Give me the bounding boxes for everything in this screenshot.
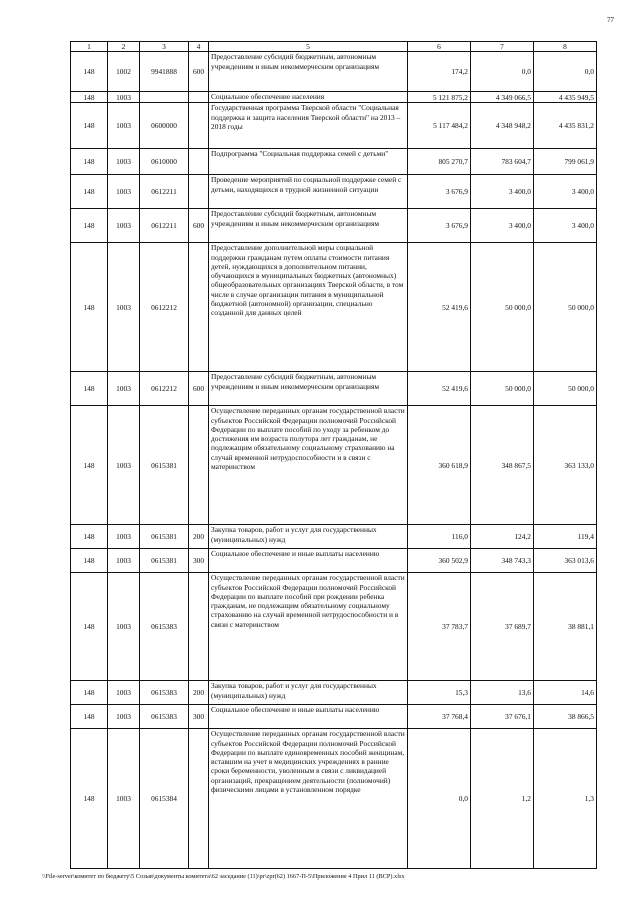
description-cell: Проведение мероприятий по социальной поддержке семей с детьми, находящихся в трудной жизненной ситуации	[209, 175, 408, 209]
column-header: 7	[471, 42, 534, 52]
table-row	[71, 175, 597, 209]
description-cell: Предоставление дополнительной меры социальной поддержки гражданам путем оплаты стоимости питания детей, нуждающихся в дополнительном питании, обучающихся в муниципальных бюджетных (автономных) общеобразовательных организациях Тверской области, в том числе в случае организации питания в муниципальной бюджетной (автономной) организации, специально созданной для данных целей	[209, 243, 408, 372]
description-cell: Социальное обеспечение населения	[209, 92, 408, 103]
description-cell: Закупка товаров, работ и услуг для государственных (муниципальных) нужд	[209, 681, 408, 705]
description-cell: Государственная программа Тверской области "Социальная поддержка и защита населения Тверской области" на 2013 – 2018 годы	[209, 103, 408, 149]
ministry-code-cell: 148	[71, 729, 108, 869]
table-row	[71, 525, 597, 549]
table-row	[71, 52, 597, 92]
footer-file-path: \\File-server\комитет по бюджету\5 Созыв\документы комитета\62 заседание (11)\pr\zpr(62) 1667-П-5\Приложение 4 Прил 11 (ВСР).xlsx	[42, 873, 405, 880]
amount-cell: 348 743,3	[471, 549, 534, 573]
ministry-code-cell: 148	[71, 549, 108, 573]
table-row	[71, 209, 597, 243]
target-article-cell: 0615383	[140, 705, 189, 729]
amount-cell: 360 618,9	[408, 406, 471, 525]
amount-cell: 3 400,0	[471, 175, 534, 209]
expense-type-cell	[189, 243, 209, 372]
amount-cell: 0,0	[534, 52, 597, 92]
amount-cell: 783 604,7	[471, 149, 534, 175]
section-code-cell: 1003	[108, 573, 140, 681]
amount-cell: 4 435 831,2	[534, 103, 597, 149]
ministry-code-cell: 148	[71, 372, 108, 406]
amount-cell: 13,6	[471, 681, 534, 705]
expense-type-cell	[189, 149, 209, 175]
amount-cell: 0,0	[408, 729, 471, 869]
target-article-cell: 0610000	[140, 149, 189, 175]
amount-cell: 5 121 875,2	[408, 92, 471, 103]
ministry-code-cell: 148	[71, 92, 108, 103]
table-row	[71, 372, 597, 406]
amount-cell: 174,2	[408, 52, 471, 92]
description-cell: Осуществление переданных органам государственной власти субъектов Российской Федерации полномочий Российской Федерации по выплате единовременных пособий женщинам, вставшим на учет в медицинских учреждениях в ранние сроки беременности, уволенным в связи с ликвидацией организаций, прекращением деятельности (полномочий) физическими лицами в установленном порядке	[209, 729, 408, 869]
amount-cell: 37 676,1	[471, 705, 534, 729]
ministry-code-cell: 148	[71, 103, 108, 149]
amount-cell: 3 400,0	[534, 209, 597, 243]
amount-cell: 5 117 484,2	[408, 103, 471, 149]
section-code-cell: 1003	[108, 209, 140, 243]
target-article-cell: 0612212	[140, 243, 189, 372]
amount-cell: 15,3	[408, 681, 471, 705]
expense-type-cell: 200	[189, 525, 209, 549]
ministry-code-cell: 148	[71, 52, 108, 92]
ministry-code-cell: 148	[71, 209, 108, 243]
table-row	[71, 103, 597, 149]
amount-cell: 37 689,7	[471, 573, 534, 681]
table-row	[71, 243, 597, 372]
budget-table	[70, 41, 597, 869]
expense-type-cell	[189, 92, 209, 103]
ministry-code-cell: 148	[71, 573, 108, 681]
amount-cell: 14,6	[534, 681, 597, 705]
target-article-cell: 0615381	[140, 406, 189, 525]
amount-cell: 360 502,9	[408, 549, 471, 573]
section-code-cell: 1003	[108, 549, 140, 573]
amount-cell: 37 783,7	[408, 573, 471, 681]
amount-cell: 52 419,6	[408, 243, 471, 372]
amount-cell: 37 768,4	[408, 705, 471, 729]
section-code-cell: 1003	[108, 92, 140, 103]
amount-cell: 3 676,9	[408, 209, 471, 243]
ministry-code-cell: 148	[71, 175, 108, 209]
amount-cell: 4 435 949,5	[534, 92, 597, 103]
expense-type-cell: 300	[189, 549, 209, 573]
ministry-code-cell: 148	[71, 681, 108, 705]
target-article-cell: 0612212	[140, 372, 189, 406]
expense-type-cell	[189, 103, 209, 149]
section-code-cell: 1003	[108, 729, 140, 869]
target-article-cell: 0615381	[140, 525, 189, 549]
description-cell: Закупка товаров, работ и услуг для государственных (муниципальных) нужд	[209, 525, 408, 549]
expense-type-cell: 600	[189, 209, 209, 243]
section-code-cell: 1002	[108, 52, 140, 92]
table-row	[71, 729, 597, 869]
page-number: 77	[607, 16, 614, 24]
expense-type-cell	[189, 406, 209, 525]
header-row	[71, 42, 597, 52]
amount-cell: 805 270,7	[408, 149, 471, 175]
description-cell: Социальное обеспечение и иные выплаты населению	[209, 705, 408, 729]
expense-type-cell: 200	[189, 681, 209, 705]
column-header: 6	[408, 42, 471, 52]
column-header: 8	[534, 42, 597, 52]
description-cell: Предоставление субсидий бюджетным, автономным учреждениям и иным некоммерческим организациям	[209, 372, 408, 406]
description-cell: Подпрограмма "Социальная поддержка семей с детьми"	[209, 149, 408, 175]
table-row	[71, 573, 597, 681]
amount-cell: 119,4	[534, 525, 597, 549]
section-code-cell: 1003	[108, 149, 140, 175]
amount-cell: 363 133,0	[534, 406, 597, 525]
column-header: 1	[71, 42, 108, 52]
description-cell: Предоставление субсидий бюджетным, автономным учреждениям и иным некоммерческим организациям	[209, 52, 408, 92]
target-article-cell: 0615384	[140, 729, 189, 869]
description-cell: Осуществление переданных органам государственной власти субъектов Российской Федерации полномочий Российской Федерации по выплате пособий при рождении ребенка гражданам, не подлежащим обязательному социальному страхованию на случай временной нетрудоспособности и в связи с материнством	[209, 573, 408, 681]
amount-cell: 50 000,0	[471, 372, 534, 406]
column-header: 4	[189, 42, 209, 52]
column-header: 3	[140, 42, 189, 52]
description-cell: Осуществление переданных органам государственной власти субъектов Российской Федерации полномочий Российской Федерации по выплате пособий по уходу за ребенком до достижения им возраста полутора лет гражданам, не подлежащим обязательному социальному страхованию на случай временной нетрудоспособности и в связи с материнством	[209, 406, 408, 525]
target-article-cell: 0615383	[140, 573, 189, 681]
amount-cell: 0,0	[471, 52, 534, 92]
expense-type-cell: 300	[189, 705, 209, 729]
amount-cell: 348 867,5	[471, 406, 534, 525]
expense-type-cell: 600	[189, 52, 209, 92]
amount-cell: 1,2	[471, 729, 534, 869]
amount-cell: 50 000,0	[534, 372, 597, 406]
column-header: 2	[108, 42, 140, 52]
section-code-cell: 1003	[108, 681, 140, 705]
ministry-code-cell: 148	[71, 149, 108, 175]
expense-type-cell	[189, 729, 209, 869]
expense-type-cell: 600	[189, 372, 209, 406]
amount-cell: 3 676,9	[408, 175, 471, 209]
target-article-cell: 0600000	[140, 103, 189, 149]
expense-type-cell	[189, 573, 209, 681]
amount-cell: 50 000,0	[471, 243, 534, 372]
column-header: 5	[209, 42, 408, 52]
amount-cell: 799 061,9	[534, 149, 597, 175]
expense-type-cell	[189, 175, 209, 209]
ministry-code-cell: 148	[71, 705, 108, 729]
table-row	[71, 549, 597, 573]
target-article-cell: 9941888	[140, 52, 189, 92]
target-article-cell: 0612211	[140, 209, 189, 243]
amount-cell: 50 000,0	[534, 243, 597, 372]
section-code-cell: 1003	[108, 243, 140, 372]
section-code-cell: 1003	[108, 372, 140, 406]
amount-cell: 38 881,1	[534, 573, 597, 681]
amount-cell: 38 866,5	[534, 705, 597, 729]
table-row	[71, 705, 597, 729]
ministry-code-cell: 148	[71, 406, 108, 525]
amount-cell: 363 013,6	[534, 549, 597, 573]
section-code-cell: 1003	[108, 406, 140, 525]
target-article-cell	[140, 92, 189, 103]
amount-cell: 3 400,0	[534, 175, 597, 209]
target-article-cell: 0612211	[140, 175, 189, 209]
ministry-code-cell: 148	[71, 525, 108, 549]
table-row	[71, 681, 597, 705]
amount-cell: 52 419,6	[408, 372, 471, 406]
section-code-cell: 1003	[108, 525, 140, 549]
target-article-cell: 0615383	[140, 681, 189, 705]
section-code-cell: 1003	[108, 705, 140, 729]
table-row	[71, 149, 597, 175]
ministry-code-cell: 148	[71, 243, 108, 372]
table-row	[71, 406, 597, 525]
description-cell: Социальное обеспечение и иные выплаты населению	[209, 549, 408, 573]
amount-cell: 1,3	[534, 729, 597, 869]
section-code-cell: 1003	[108, 175, 140, 209]
section-code-cell: 1003	[108, 103, 140, 149]
amount-cell: 124,2	[471, 525, 534, 549]
table-row	[71, 92, 597, 103]
amount-cell: 116,0	[408, 525, 471, 549]
target-article-cell: 0615381	[140, 549, 189, 573]
amount-cell: 4 348 948,2	[471, 103, 534, 149]
amount-cell: 3 400,0	[471, 209, 534, 243]
amount-cell: 4 349 066,5	[471, 92, 534, 103]
description-cell: Предоставление субсидий бюджетным, автономным учреждениям и иным некоммерческим организациям	[209, 209, 408, 243]
